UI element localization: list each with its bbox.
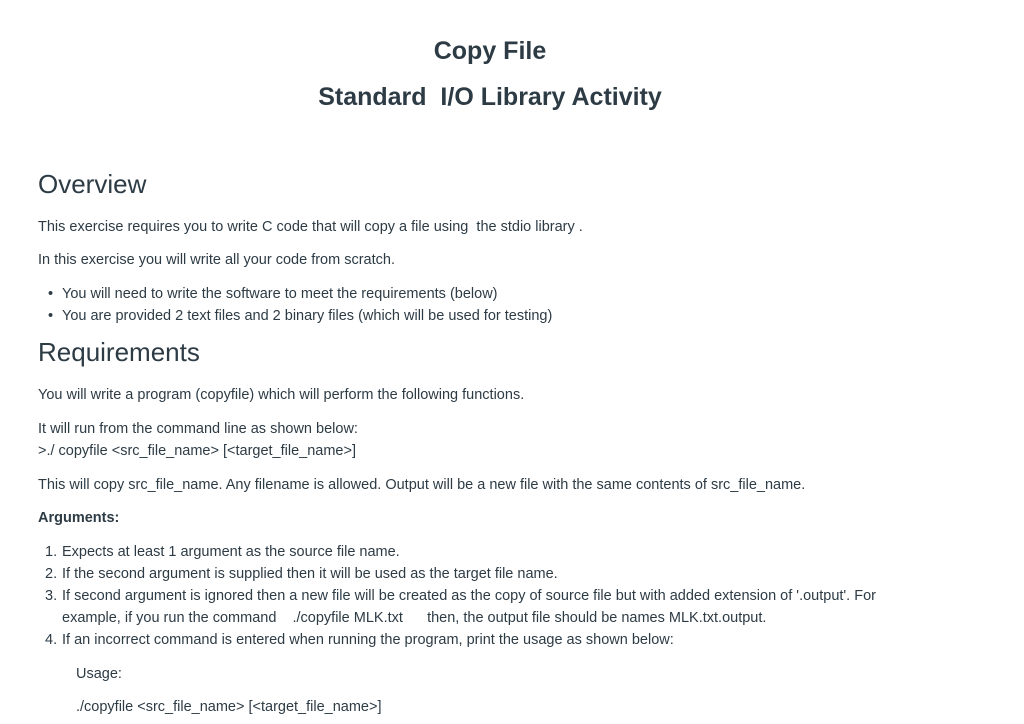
requirements-paragraph-1: You will write a program (copyfile) which will perform the following functions.	[38, 387, 525, 403]
page-subtitle: Standard I/O Library Activity	[318, 83, 662, 111]
list-item	[45, 629, 932, 651]
usage-command: ./copyfile <src_file_name> [<target_file_name>]	[76, 699, 382, 715]
requirements-run-instructions: It will run from the command line as shown below:	[38, 421, 358, 437]
requirements-command-line: >./ copyfile <src_file_name> [<target_file_name>]	[38, 443, 356, 459]
overview-paragraph-1: This exercise requires you to write C code that will copy a file using the stdio library .	[38, 219, 583, 235]
list-item	[45, 585, 932, 629]
arguments-list	[38, 541, 932, 651]
list-item: • You are provided 2 text files and 2 binary files (which will be used for testing)	[62, 305, 552, 327]
list-item-text: If an incorrect command is entered when running the program, print the usage as shown below:	[62, 632, 674, 648]
list-item	[45, 541, 932, 563]
list-item-number: 3.	[45, 588, 58, 604]
overview-bullet-list	[38, 283, 552, 327]
page-title: Copy File	[433, 37, 547, 65]
list-item-number: 4.	[45, 632, 58, 648]
list-item	[45, 563, 932, 585]
requirements-heading: Requirements	[38, 337, 200, 367]
overview-paragraph-2: In this exercise you will write all your code from scratch.	[38, 252, 395, 268]
requirements-paragraph-3: This will copy src_file_name. Any filename is allowed. Output will be a new file with the same contents of src_file_name.	[38, 477, 806, 493]
list-item-text: If the second argument is supplied then it will be used as the target file name.	[62, 566, 558, 582]
arguments-label: Arguments:	[38, 510, 120, 526]
list-item-number: 1.	[45, 544, 58, 560]
usage-label: Usage:	[76, 666, 122, 682]
list-item-text-continued: example, if you run the command ./copyfile MLK.txt then, the output file should be names MLK.txt.output.	[62, 610, 767, 626]
overview-heading: Overview	[38, 169, 147, 199]
list-item: • You will need to write the software to meet the requirements (below)	[62, 283, 552, 305]
list-item-number: 2.	[45, 566, 58, 582]
list-item-text: Expects at least 1 argument as the source file name.	[62, 544, 400, 560]
list-item-text: If second argument is ignored then a new file will be created as the copy of source file but with added extension of '.output'. For	[62, 588, 876, 604]
